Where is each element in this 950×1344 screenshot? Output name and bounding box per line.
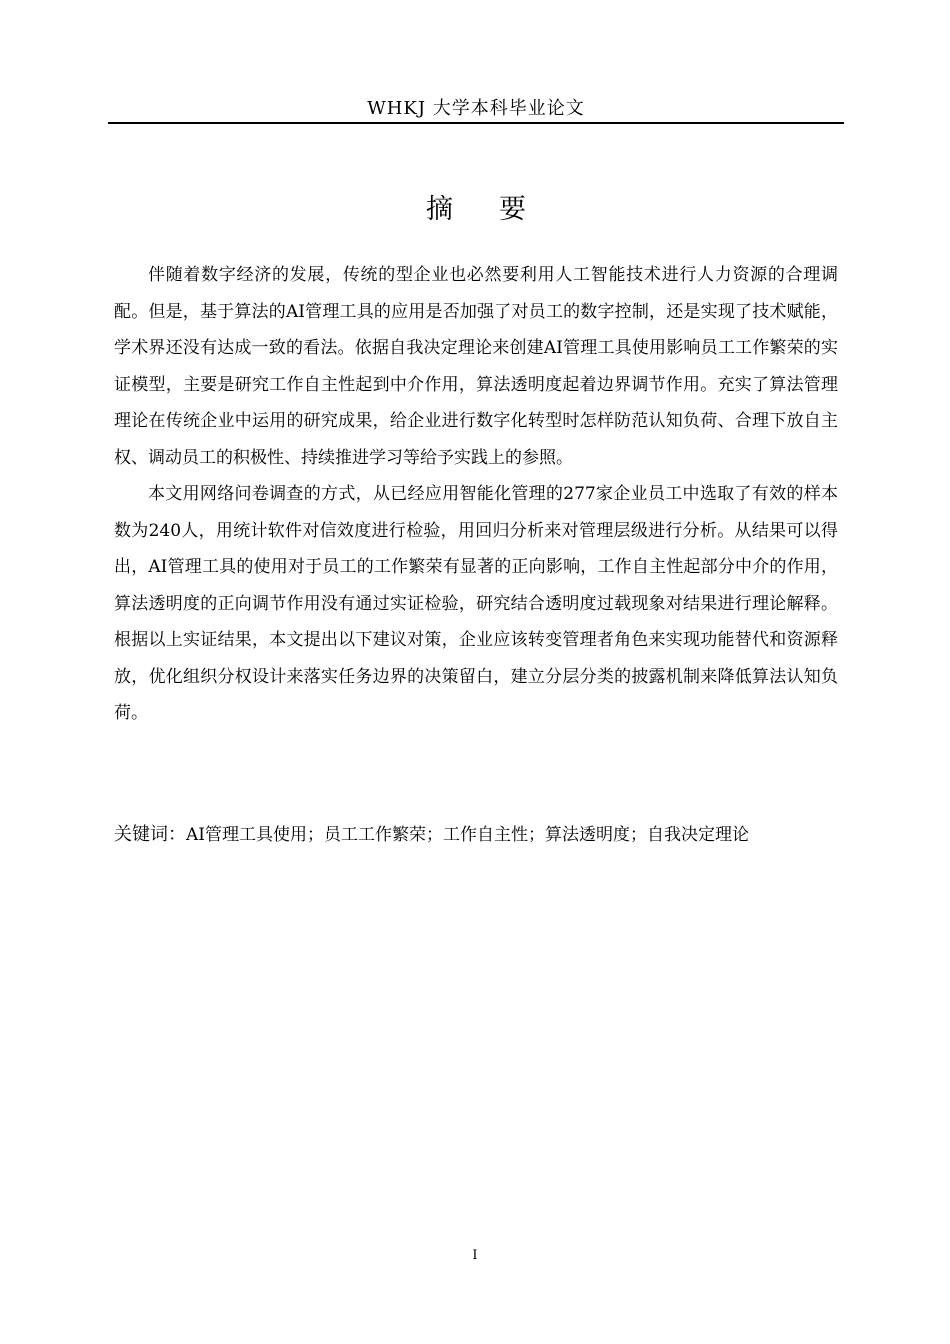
keywords-line — [114, 813, 838, 857]
abstract-paragraph-1: 伴随着数字经济的发展，传统的型企业也必然要利用人工智能技术进行人力资源的合理调配。但是，基于算法的AI管理工具的应用是否加强了对员工的数字控制，还是实现了技术赋能，学术界还没有达成一致的看法。依据自我决定理论来创建AI管理工具使用影响员工工作繁荣的实证模型，主要是研究工作自主性起到中介作用，算法透明度起着边界调节作用。充实了算法管理理论在传统企业中运用的研究成果，给企业进行数字化转型时怎样防范认知负荷、合理下放自主权、调动员工的积极性、持续推进学习等给予实践上的参照。 — [114, 265, 838, 468]
header-divider — [108, 122, 844, 124]
page-number: I — [472, 1248, 478, 1263]
abstract-title: 摘要 — [426, 194, 572, 225]
abstract-paragraph-2: 本文用网络问卷调查的方式，从已经应用智能化管理的277家企业员工中选取了有效的样本数为240人，用统计软件对信效度进行检验，用回归分析来对管理层级进行分析。从结果可以得出，AI管理工具的使用对于员工的工作繁荣有显著的正向影响，工作自主性起部分中介的作用，算法透明度的正向调节作用没有通过实证检验，研究结合透明度过载现象对结果进行理论解释。根据以上实证结果，本文提出以下建议对策，企业应该转变管理者角色来实现功能替代和资源释放，优化组织分权设计来落实任务边界的决策留白，建立分层分类的披露机制来降低算法认知负荷。 — [114, 484, 838, 723]
keywords-text: AI管理工具使用；员工工作繁荣；工作自主性；算法透明度；自我决定理论 — [186, 825, 749, 845]
abstract-body — [114, 257, 838, 732]
keywords-label: 关键词： — [114, 824, 186, 845]
page-header: WHKJ 大学本科毕业论文 — [367, 98, 585, 119]
